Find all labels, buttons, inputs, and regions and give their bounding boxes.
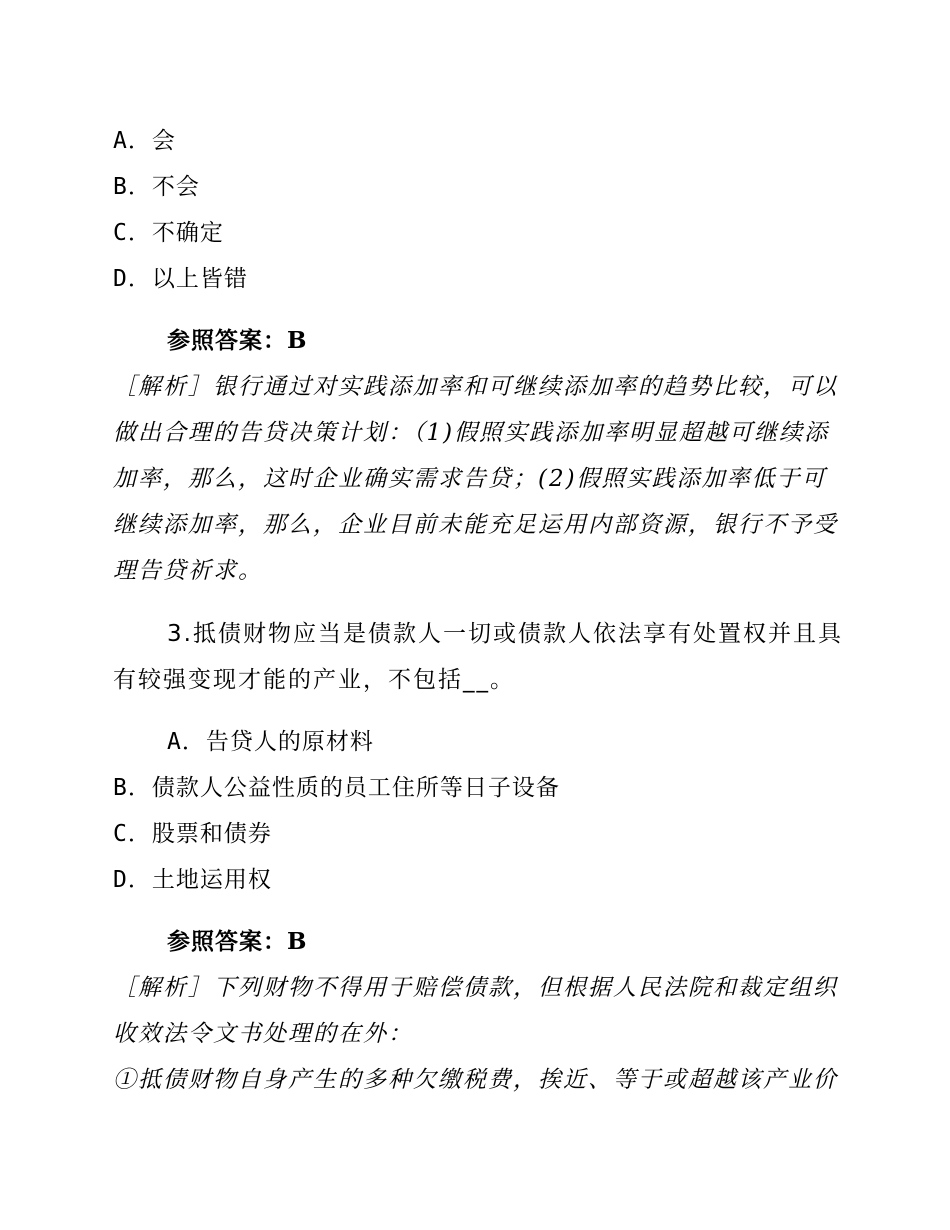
q3-option-a: A．告贷人的原材料 xyxy=(167,729,374,755)
q2-analysis-line: 继续添加率，那么，企业目前未能充足运用内部资源，银行不予受 xyxy=(113,512,838,538)
q2-option-c: C．不确定 xyxy=(113,220,224,246)
q3-question-line: 有较强变现才能的产业，不包括__。 xyxy=(113,667,515,693)
q3-analysis-line: ①抵债财物自身产生的多种欠缴税费，挨近、等于或超越该产业价 xyxy=(113,1067,838,1093)
q2-analysis-line: 做出合理的告贷决策计划：（1)假照实践添加率明显超越可继续添 xyxy=(113,420,830,446)
q2-analysis-line: 加率，那么，这时企业确实需求告贷；(2)假照实践添加率低于可 xyxy=(113,466,827,492)
q3-option-d: D．土地运用权 xyxy=(113,867,272,893)
q2-option-b: B．不会 xyxy=(113,174,200,200)
q3-option-b: B．债款人公益性质的员工住所等日子设备 xyxy=(113,775,560,801)
q2-analysis-line: 理告贷祈求。 xyxy=(113,558,263,584)
q3-question-line: 3.抵债财物应当是债款人一切或债款人依法享有处置权并且具 xyxy=(167,621,843,647)
q2-analysis-line: ［解析］银行通过对实践添加率和可继续添加率的趋势比较，可以 xyxy=(113,374,838,400)
q2-option-a: A．会 xyxy=(113,128,176,154)
q2-answer: 参照答案：B xyxy=(167,327,308,354)
q2-option-d: D．以上皆错 xyxy=(113,266,248,292)
q3-option-c: C．股票和债券 xyxy=(113,821,272,847)
q3-answer: 参照答案：B xyxy=(167,928,308,955)
q3-analysis-line: ［解析］下列财物不得用于赔偿债款，但根据人民法院和裁定组织 xyxy=(113,975,838,1001)
q3-analysis-line: 收效法令文书处理的在外： xyxy=(113,1021,413,1047)
